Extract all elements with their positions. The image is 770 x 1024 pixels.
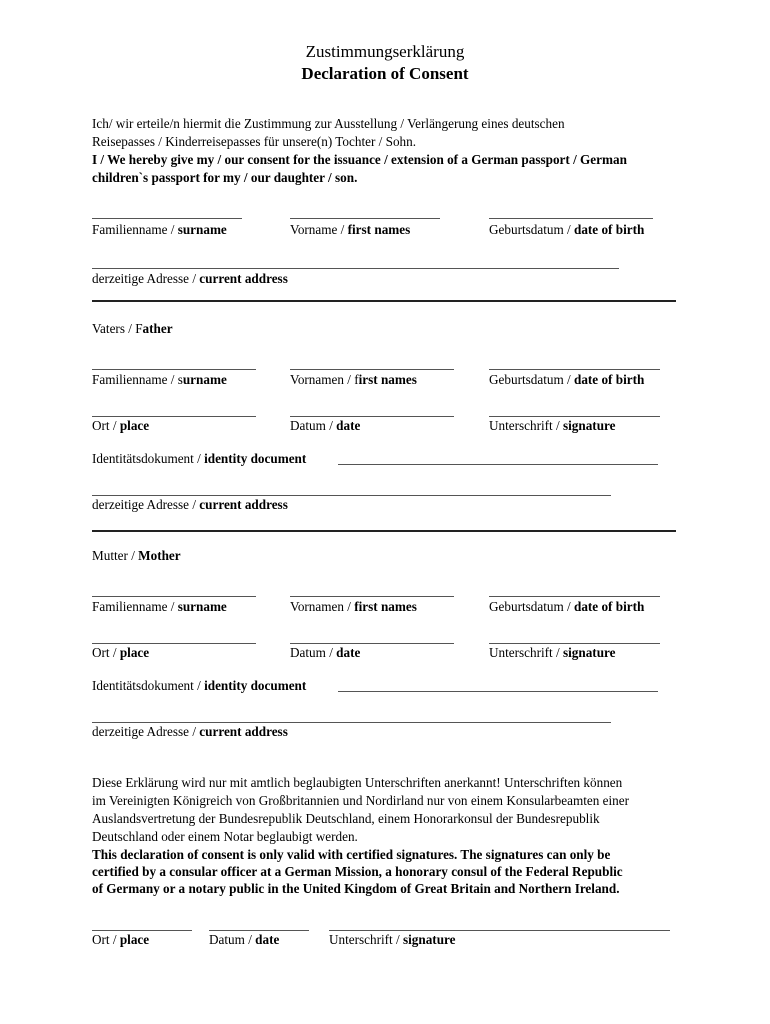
footer-signature-label: Unterschrift / signature	[329, 932, 456, 947]
intro-en-line-1: I / We hereby give my / our consent for the issuance / extension of a German passport / German	[92, 152, 627, 167]
child-dob-field[interactable]	[489, 218, 653, 219]
mother-first-names-field[interactable]	[290, 596, 454, 597]
notice-en-line-3: of Germany or a notary public in the United Kingdom of Great Britain and Northern Ireland.	[92, 881, 620, 896]
mother-heading: Mutter / Mother	[92, 548, 181, 563]
mother-place-label: Ort / place	[92, 645, 150, 660]
father-place-field[interactable]	[92, 416, 256, 417]
father-id-document-field[interactable]	[338, 464, 658, 465]
child-first-names-label: Vorname / first names	[290, 222, 411, 237]
child-surname-label: Familienname / surname	[92, 222, 227, 237]
father-surname-label: Familienname / surname	[92, 372, 227, 387]
mother-first-names-label: Vornamen / first names	[290, 599, 417, 614]
father-dob-label: Geburtsdatum / date of birth	[489, 372, 645, 387]
father-signature-label: Unterschrift / signature	[489, 418, 616, 433]
father-date-label: Datum / date	[290, 418, 361, 433]
mother-dob-label: Geburtsdatum / date of birth	[489, 599, 645, 614]
child-first-names-field[interactable]	[290, 218, 440, 219]
father-address-field[interactable]	[92, 495, 611, 496]
father-dob-field[interactable]	[489, 369, 660, 370]
father-place-label: Ort / place	[92, 418, 150, 433]
mother-address-field[interactable]	[92, 722, 611, 723]
notice-de-line-3: Auslandsvertretung der Bundesrepublik Deutschland, einem Honorarkonsul der Bundesrepublik	[92, 811, 600, 826]
intro-de-line-2: Reisepasses / Kinderreisepasses für unsere(n) Tochter / Sohn.	[92, 134, 417, 149]
mother-signature-field[interactable]	[489, 643, 660, 644]
notice-de-line-1: Diese Erklärung wird nur mit amtlich beglaubigten Unterschriften anerkannt! Unterschriften können	[92, 775, 623, 790]
title-german: Zustimmungserklärung	[305, 42, 465, 61]
footer-place-label: Ort / place	[92, 932, 150, 947]
footer-date-label: Datum / date	[209, 932, 280, 947]
father-surname-field[interactable]	[92, 369, 256, 370]
mother-date-label: Datum / date	[290, 645, 361, 660]
mother-id-document-label: Identitätsdokument / identity document	[92, 678, 307, 693]
mother-surname-label: Familienname / surname	[92, 599, 227, 614]
section-divider	[92, 300, 676, 302]
child-address-label: derzeitige Adresse / current address	[92, 271, 288, 286]
intro-en-line-2: children`s passport for my / our daughter / son.	[92, 170, 358, 185]
mother-address-label: derzeitige Adresse / current address	[92, 724, 288, 739]
intro-de-line-1: Ich/ wir erteile/n hiermit die Zustimmung zur Ausstellung / Verlängerung eines deutschen	[92, 116, 565, 131]
mother-date-field[interactable]	[290, 643, 454, 644]
father-heading: Vaters / Father	[92, 321, 173, 336]
father-first-names-field[interactable]	[290, 369, 454, 370]
father-id-document-label: Identitätsdokument / identity document	[92, 451, 307, 466]
mother-id-document-field[interactable]	[338, 691, 658, 692]
section-divider	[92, 530, 676, 532]
father-date-field[interactable]	[290, 416, 454, 417]
footer-place-field[interactable]	[92, 930, 192, 931]
mother-dob-field[interactable]	[489, 596, 660, 597]
child-address-field[interactable]	[92, 268, 619, 269]
child-dob-label: Geburtsdatum / date of birth	[489, 222, 645, 237]
father-first-names-label: Vornamen / first names	[290, 372, 417, 387]
mother-signature-label: Unterschrift / signature	[489, 645, 616, 660]
father-signature-field[interactable]	[489, 416, 660, 417]
notice-en-line-1: This declaration of consent is only valid with certified signatures. The signatures can only be	[92, 847, 611, 862]
footer-signature-field[interactable]	[329, 930, 670, 931]
child-surname-field[interactable]	[92, 218, 242, 219]
notice-de-line-4: Deutschland oder einem Notar beglaubigt werden.	[92, 829, 358, 844]
mother-place-field[interactable]	[92, 643, 256, 644]
notice-de-line-2: im Vereinigten Königreich von Großbritannien und Nordirland nur von einem Konsularbeamten einer	[92, 793, 630, 808]
footer-date-field[interactable]	[209, 930, 309, 931]
mother-surname-field[interactable]	[92, 596, 256, 597]
notice-en-line-2: certified by a consular officer at a German Mission, a honorary consul of the Federal Republic	[92, 864, 623, 879]
father-address-label: derzeitige Adresse / current address	[92, 497, 288, 512]
title-english: Declaration of Consent	[301, 64, 469, 83]
